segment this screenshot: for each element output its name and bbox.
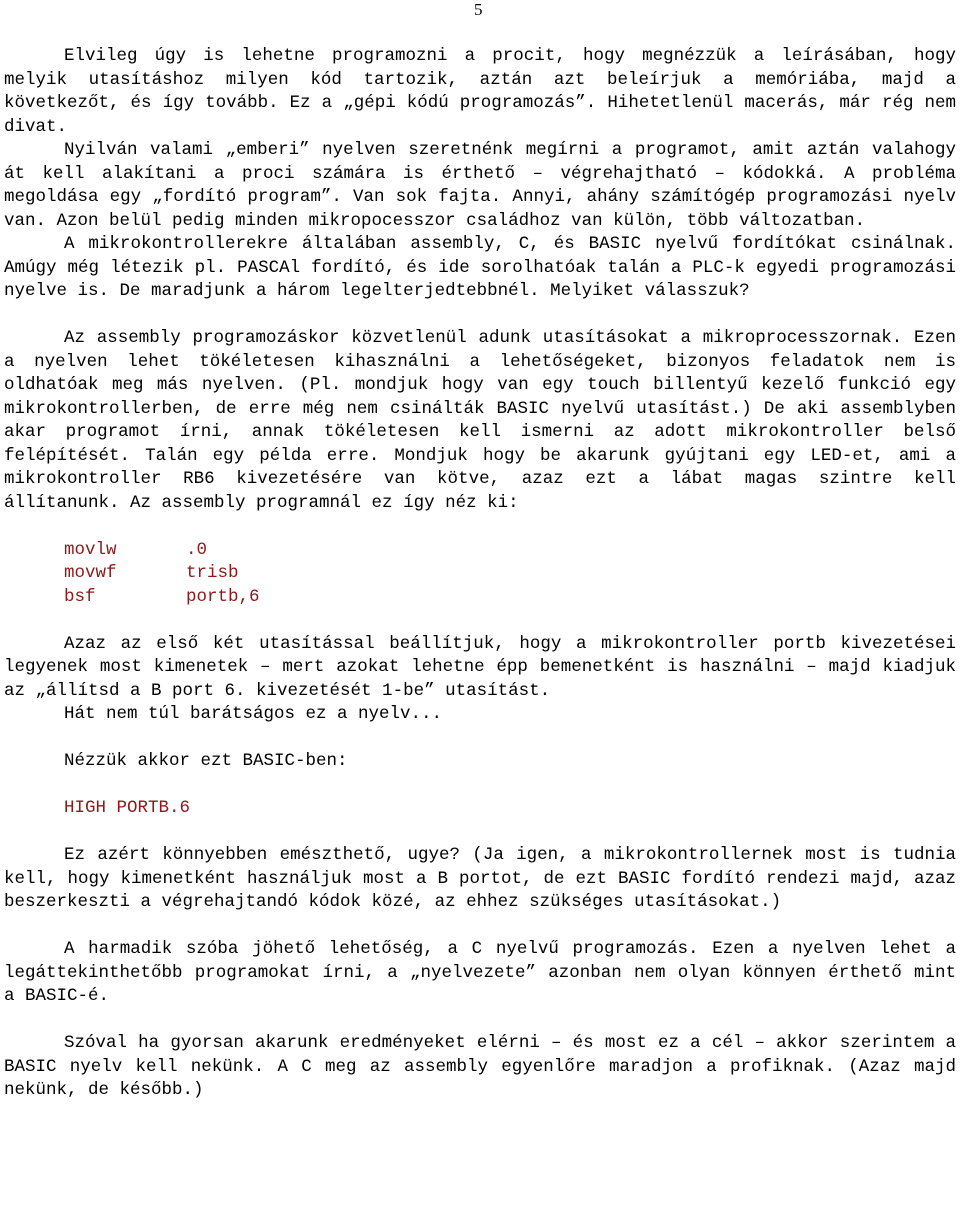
basic-code-block [4, 797, 956, 821]
spacer [4, 304, 956, 328]
code-line: HIGH PORTB.6 [64, 798, 191, 818]
spacer [4, 609, 956, 633]
page-content [4, 45, 956, 1103]
code-instruction: bsf [64, 586, 96, 607]
spacer [4, 821, 956, 845]
paragraph: Elvileg úgy is lehetne programozni a procit, hogy megnézzük a leírásában, hogy melyik utasításhoz milyen kód tartozik, aztán azt beleírjuk a memóriába, majd a következőt, és így tovább. Ez a „gépi kódú programozás”. Hihetetlenül macerás, már rég nem divat. [4, 46, 956, 137]
spacer [4, 915, 956, 939]
code-instruction: movlw [64, 539, 117, 560]
code-line [4, 586, 956, 610]
code-line [4, 539, 956, 563]
paragraph: A mikrokontrollerekre általában assembly, C, és BASIC nyelvű fordítókat csinálnak. Amúgy még létezik pl. PASCAl fordító, és ide sorolhatóak talán a PLC-k egyedi programozási nyelve is. De maradjunk a három legelterjedtebbnél. Melyiket válasszuk? [4, 234, 956, 301]
spacer [4, 727, 956, 751]
paragraph: Nyilván valami „emberi” nyelven szeretnénk megírni a programot, amit aztán valahogy át kell alakítani a proci számára is érthető – végrehajtható – kódokká. A probléma megoldása egy „fordító program”. Van sok fajta. Annyi, ahány számítógép programozási nyelv van. Azon belül pedig minden mikropocesszor családhoz van külön, több változatban. [4, 140, 956, 231]
spacer [4, 1009, 956, 1033]
assembly-code-block [4, 539, 956, 610]
paragraph: Nézzük akkor ezt BASIC-ben: [64, 751, 348, 771]
code-operand: .0 [186, 539, 208, 560]
paragraph: Az assembly programozáskor közvetlenül adunk utasításokat a mikroprocesszornak. Ezen a nyelven lehet tökéletesen kihasználni a lehetőségeket, bizonyos feladatok nem is oldhatóak meg más nyelven. (Pl. mondjuk hogy van egy touch billentyű kezelő funkció egy mikrokontrollerben, de erre még nem csinálták BASIC nyelvű utasítást.) De aki assemblyben akar programot írni, annak tökéletesen kell ismerni az adott mikrokontroller belső felépítését. Talán egy példa erre. Mondjuk hogy be akarunk gyújtani egy LED-et, ami a mikrokontroller RB6 kivezetésére van kötve, azaz ezt a lábat magas szintre kell állítanunk. Az assembly programnál ez így néz ki: [4, 328, 956, 513]
paragraph: Hát nem túl barátságos ez a nyelv... [64, 704, 443, 724]
paragraph: Szóval ha gyorsan akarunk eredményeket elérni – és most ez a cél – akkor szerintem a BASIC nyelv kell nekünk. A C meg az assembly egyenlőre maradjon a profiknak. (Azaz majd nekünk, de később.) [4, 1033, 956, 1100]
code-line [4, 562, 956, 586]
paragraph: Azaz az első két utasítással beállítjuk, hogy a mikrokontroller portb kivezetései legyenek most kimenetek – mert azokat lehetne épp bemenetként is használni – majd kiadjuk az „állítsd a B port 6. kivezetését 1-be” utasítást. [4, 633, 956, 701]
page-number: 5 [474, 0, 483, 19]
spacer [4, 774, 956, 798]
code-operand: portb,6 [186, 586, 260, 607]
paragraph: A harmadik szóba jöhető lehetőség, a C nyelvű programozás. Ezen a nyelven lehet a legáttekinthetőbb programokat írni, a „nyelvezete” azonban nem olyan könnyen érthető mint a BASIC-é. [4, 939, 956, 1006]
paragraph: Ez azért könnyebben emészthető, ugye? (Ja igen, a mikrokontrollernek most is tudnia kell, hogy kimenetként használjuk most a B portot, de ezt BASIC fordító rendezi majd, azaz beszerkeszti a végrehajtandó kódok közé, az ehhez szükséges utasításokat.) [4, 845, 956, 912]
spacer [4, 515, 956, 539]
code-instruction: movwf [64, 563, 117, 583]
code-operand: trisb [186, 563, 239, 583]
